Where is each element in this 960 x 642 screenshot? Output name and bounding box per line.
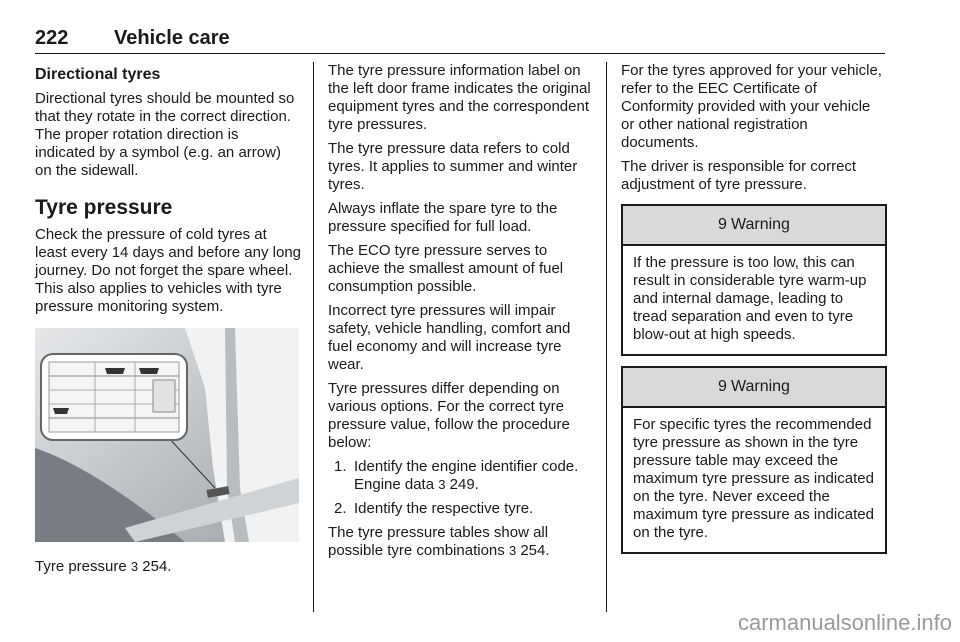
warning-body: If the pressure is too low, this can result in considerable tyre warm-up and internal damage, leading to tread separation and even to tyre blow-out at high speeds. xyxy=(633,254,867,343)
paragraph-cold-tyres: The tyre pressure data refers to cold tyres. It applies to summer and winter tyres. xyxy=(328,140,578,193)
reference-arrow-icon: 3 xyxy=(438,477,446,492)
paragraph-eco-pressure: The ECO tyre pressure serves to achieve the smallest amount of fuel consumption possible. xyxy=(328,242,564,295)
heading-directional-tyres: Directional tyres xyxy=(35,66,161,83)
column-divider-1 xyxy=(313,62,314,612)
reference-arrow-icon: 3 xyxy=(130,559,139,574)
paragraph-spare-tyre: Always inflate the spare tyre to the pressure specified for full load. xyxy=(328,200,558,235)
column-3 xyxy=(621,62,887,554)
chapter-title: Vehicle care xyxy=(114,27,230,49)
paragraph-pressure-tables: The tyre pressure tables show all possible tyre combinations 3 254. xyxy=(328,524,550,559)
procedure-step: 2. Identify the respective tyre. xyxy=(334,500,534,517)
paragraph-incorrect-pressure: Incorrect tyre pressures will impair safety, vehicle handling, comfort and fuel economy and will increase tyre wear. xyxy=(328,302,571,373)
warning-title: Warning xyxy=(730,216,790,233)
procedure-steps xyxy=(328,458,594,518)
warning-header xyxy=(623,206,885,246)
warning-title: Warning xyxy=(730,378,790,395)
column-divider-2 xyxy=(606,62,607,612)
page-number: 222 xyxy=(35,27,69,49)
warning-body: For specific tyres the recommended tyre pressure as shown in the tyre pressure table may exceed the maximum tyre pressure as indicated on the tyre. Never exceed the maximum tyre pressure as indicated on the tyre. xyxy=(633,416,874,541)
warning-header xyxy=(623,368,885,408)
door-frame-illustration xyxy=(35,328,299,542)
tyre-pressure-label-figure xyxy=(35,328,299,542)
paragraph-procedure-intro: Tyre pressures differ depending on various options. For the correct tyre pressure value, follow the procedure below: xyxy=(328,380,570,451)
paragraph-directional-tyres: Directional tyres should be mounted so that they rotate in the correct direction. The proper rotation direction is indicated by a symbol (e.g. an arrow) on the sidewall. xyxy=(35,90,295,179)
warning-box xyxy=(621,204,887,356)
paragraph-driver-responsibility: The driver is responsible for correct adjustment of tyre pressure. xyxy=(621,158,857,193)
header-rule xyxy=(35,53,885,54)
watermark: carmanualsonline.info xyxy=(737,610,952,635)
column-1 xyxy=(35,62,301,582)
paragraph-approved-tyres: For the tyres approved for your vehicle, refer to the EEC Certificate of Conformity provided with your vehicle or other national registration documents. xyxy=(621,62,882,151)
heading-tyre-pressure: Tyre pressure xyxy=(35,196,173,219)
procedure-step: 1. Identify the engine identifier code. Engine data 3 249. xyxy=(334,458,579,493)
paragraph-label-location: The tyre pressure information label on the left door frame indicates the original equipment tyres and the correspondent tyre pressures. xyxy=(328,62,591,133)
reference-arrow-icon: 3 xyxy=(508,543,517,558)
figure-caption: Tyre pressure 3 254. xyxy=(35,558,172,575)
warning-triangle-icon: 9 xyxy=(718,216,727,233)
page-header xyxy=(35,27,885,51)
warning-triangle-icon: 9 xyxy=(718,378,727,395)
column-2 xyxy=(328,62,594,566)
warning-box xyxy=(621,366,887,554)
paragraph-tyre-pressure: Check the pressure of cold tyres at least every 14 days and before any long journey. Do not forget the spare wheel. This also applies to vehicles with tyre pressure monitoring system. xyxy=(35,226,302,315)
